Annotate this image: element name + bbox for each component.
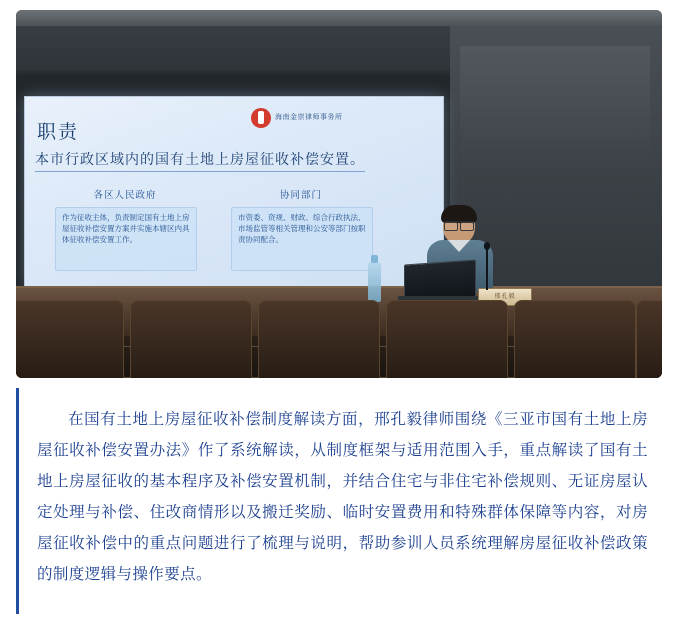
slide-column-header-0: 各区人民政府 xyxy=(93,191,157,201)
slide-column-body-1: 市资委、资规、财政、综合行政执法、市场监管等相关管理和公安等部门按职责协同配合。 xyxy=(231,207,373,271)
logo-mark-icon xyxy=(251,108,271,128)
caption-block xyxy=(16,388,662,614)
glasses-icon xyxy=(444,221,474,229)
slide-column-body-0: 作为征收主体，负责制定国有土地上房屋征收补偿安置方案并实施本辖区内具体征收补偿安置工作。 xyxy=(55,207,197,271)
speaker-nameplate: 邢孔毅 xyxy=(478,288,532,306)
lecture-photo xyxy=(16,10,662,378)
ceiling-band xyxy=(16,10,662,26)
projection-screen xyxy=(24,96,444,288)
caption-text: 在国有土地上房屋征收补偿制度解读方面，邢孔毅律师围绕《三亚市国有土地上房屋征收补偿安置办法》作了系统解读，从制度框架与适用范围入手，重点解读了国有土地上房屋征收的基本程序及补偿安置机制，并结合住宅与非住宅补偿规则、无证房屋认定处理与补偿、住改商情形以及搬迁奖励、临时安置费用和特殊群体保障等内容，对房屋征收补偿中的重点问题进行了梳理与说明，帮助参训人员系统理解房屋征收补偿政策的制度逻辑与操作要点。 xyxy=(37,411,648,583)
chair xyxy=(16,300,124,378)
chair xyxy=(636,300,662,378)
slide-title: 职责 xyxy=(37,122,80,143)
photo-background xyxy=(16,10,662,378)
slide-subtitle: 本市行政区域内的国有土地上房屋征收补偿安置。 xyxy=(35,153,365,168)
chair xyxy=(130,300,252,378)
chair xyxy=(258,300,380,378)
chair xyxy=(386,300,508,378)
law-firm-logo xyxy=(251,105,383,131)
slide-divider xyxy=(35,171,365,172)
chair xyxy=(514,300,636,378)
audience-chairs xyxy=(16,286,662,378)
microphone-icon xyxy=(486,248,488,290)
logo-text: 海南金崇律师事务所 xyxy=(275,113,343,121)
slide-column-header-1: 协同部门 xyxy=(279,191,322,201)
